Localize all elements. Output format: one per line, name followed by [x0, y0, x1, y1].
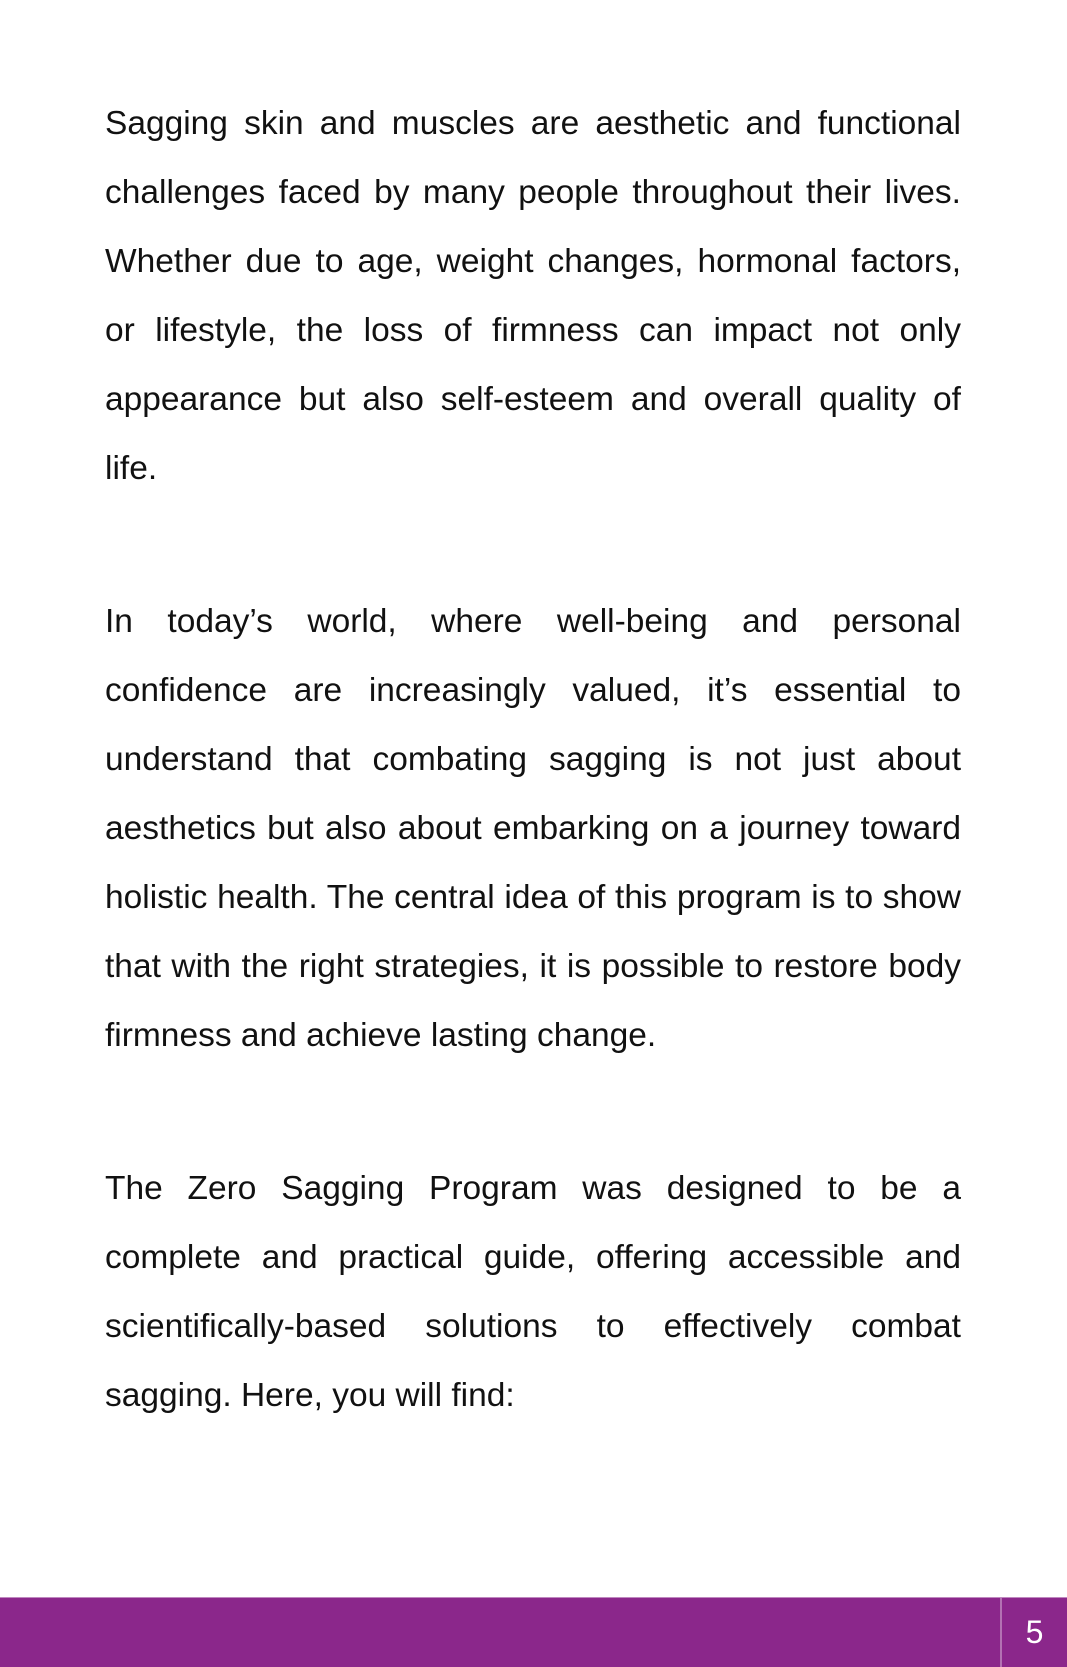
body-text-area: [105, 0, 961, 1514]
body-paragraph: The Zero Sagging Program was designed to be a complete and practical guide, offering accessible and scientifically-based solutions to effectively combat sagging. Here, you will find:: [105, 1170, 961, 1414]
body-paragraph: Sagging skin and muscles are aesthetic and functional challenges faced by many people throughout their lives. Whether due to age, weight changes, hormonal factors, or lifestyle, the loss of firmness can impact not only appearance but also self-esteem and overall quality of life.: [105, 105, 961, 487]
footer-bar: [0, 1597, 1067, 1667]
body-paragraph: In today’s world, where well-being and personal confidence are increasingly valued, it’s essential to understand that combating sagging is not just about aesthetics but also about embarking on a journey toward holistic health. The central idea of this program is to show that with the right strategies, it is possible to restore body firmness and achieve lasting change.: [105, 603, 961, 1054]
page-number: 5: [1025, 1614, 1044, 1650]
